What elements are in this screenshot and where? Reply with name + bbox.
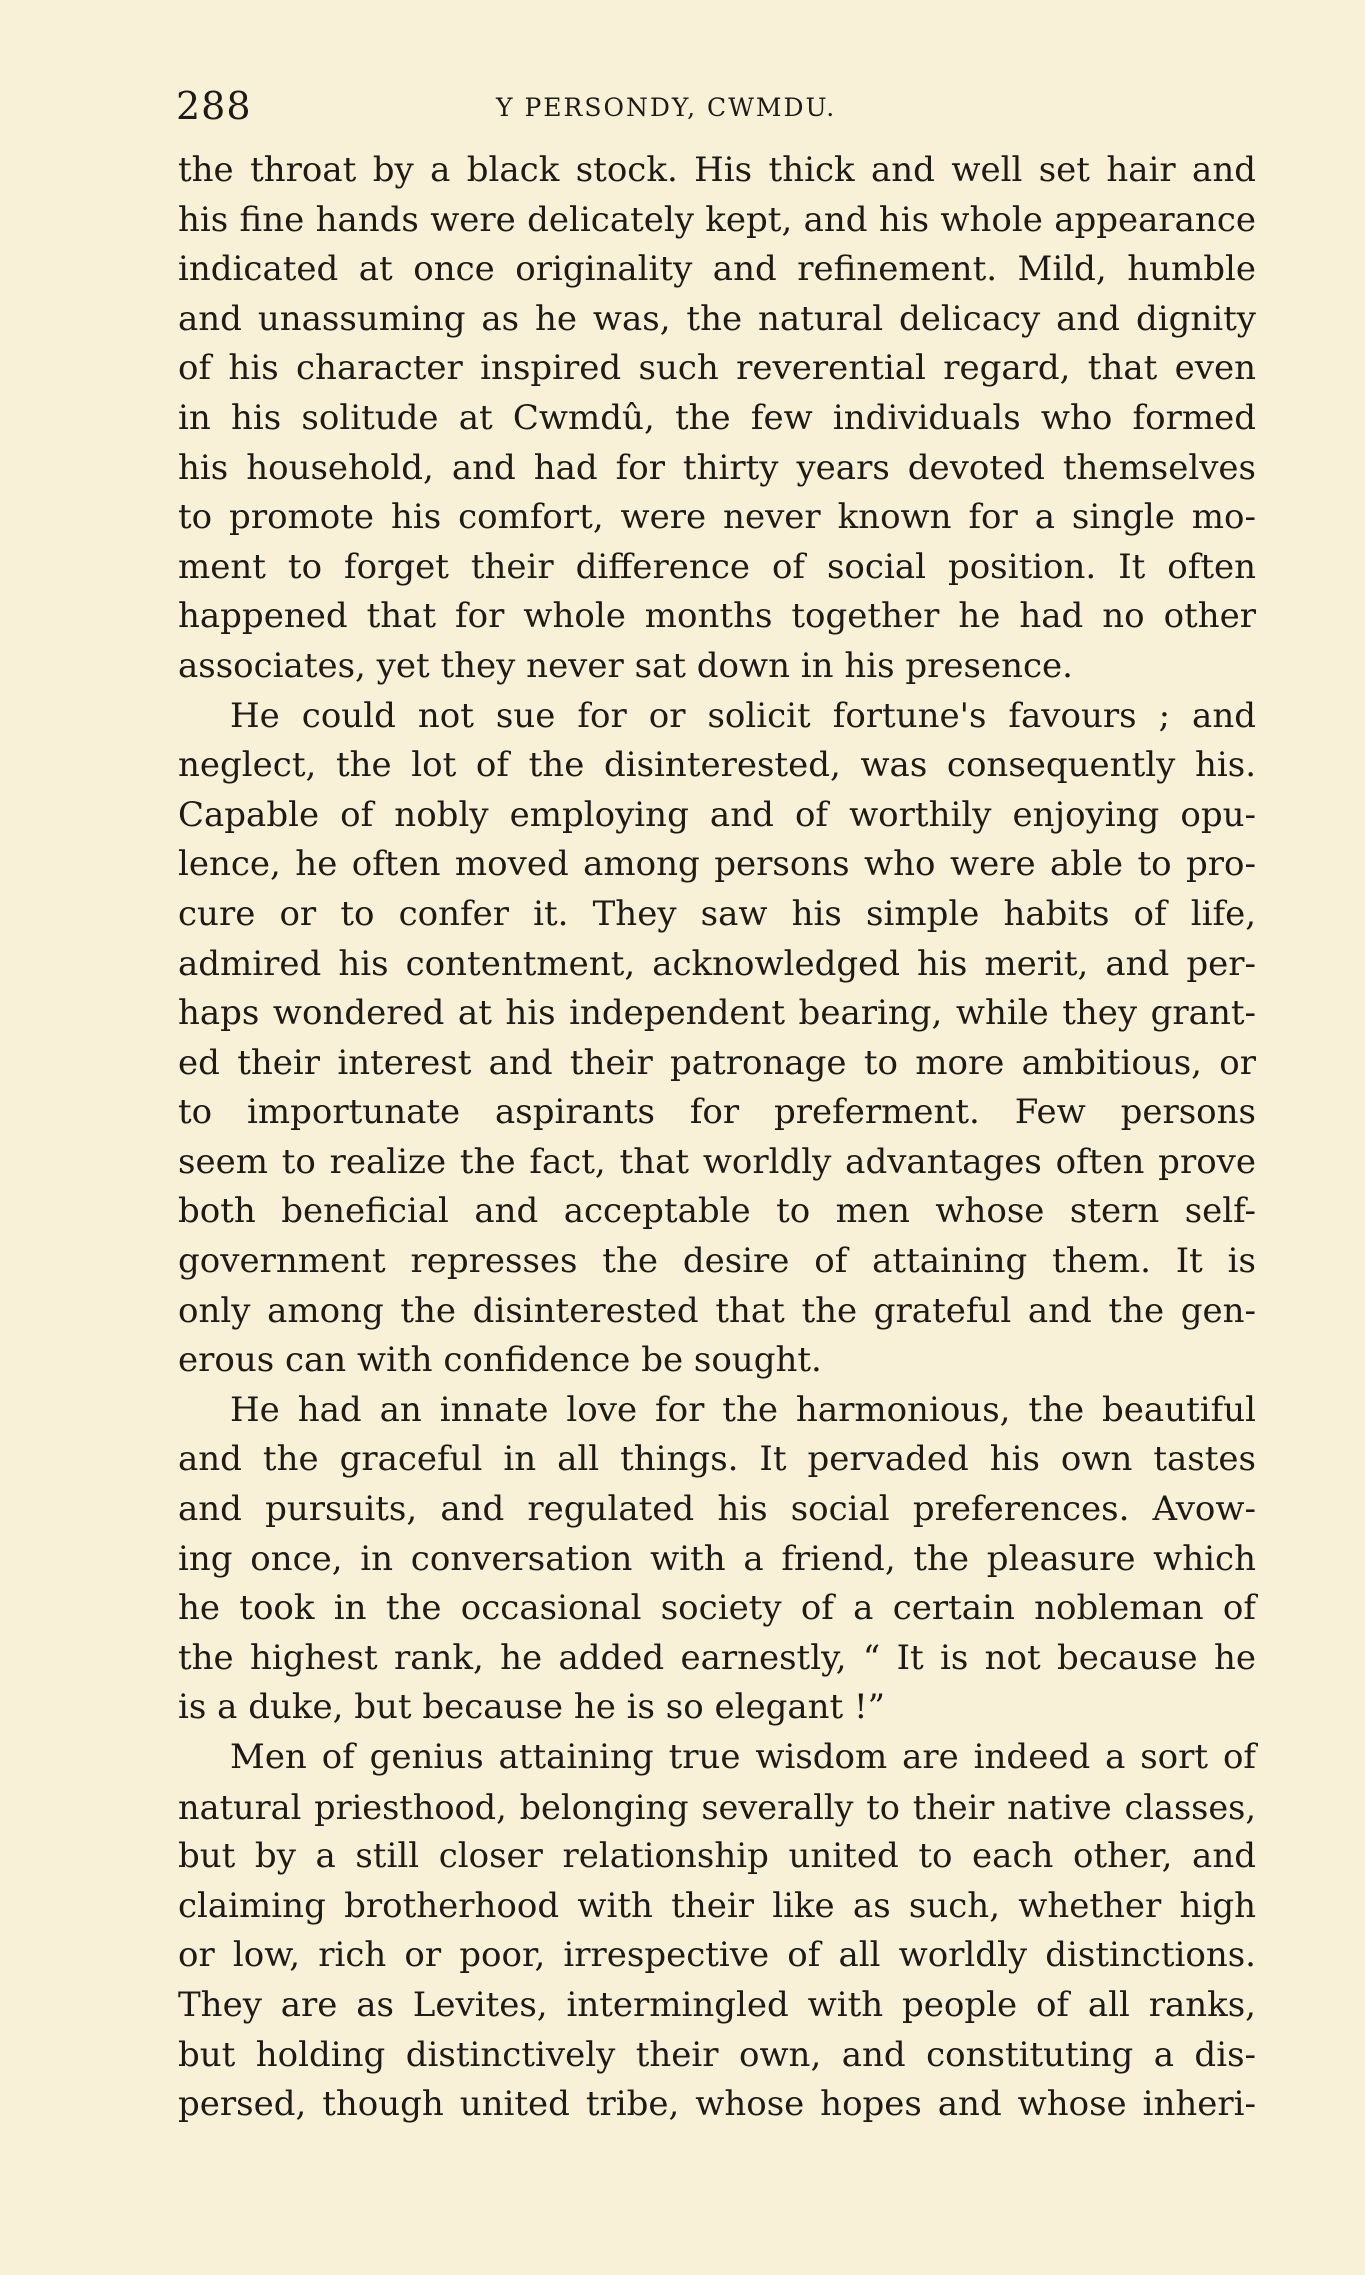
text-line: indicated at once originality and refinement. Mild, humble [178,249,1256,290]
text-line: but by a still closer relationship united to each other, and [178,1836,1256,1877]
text-line: but holding distinctively their own, and constituting a dis- [178,2034,1256,2075]
text-line: the throat by a black stock. His thick and well set hair and [178,150,1256,190]
text-line: or low, rich or poor, irrespective of all worldly distinctions. [178,1935,1256,1976]
running-head [176,84,1256,134]
text-line: he took in the occasional society of a certain nobleman of [178,1588,1256,1629]
text-line: to importunate aspirants for preferment. Few persons [178,1092,1256,1133]
text-line: happened that for whole months together he had no other [178,596,1256,637]
text-line: He could not sue for or solicit fortune's favours ; and [230,695,1256,736]
text-line: seem to realize the fact, that worldly advantages often prove [178,1141,1256,1182]
text-line: neglect, the lot of the disinterested, was consequently his. [178,745,1256,786]
text-line: lence, he often moved among persons who were able to pro- [178,844,1256,885]
text-line: ment to forget their difference of social position. It often [178,546,1256,587]
text-line: cure or to confer it. They saw his simple habits of life, [178,893,1256,934]
text-line: and pursuits, and regulated his social preferences. Avow- [178,1489,1256,1530]
running-title: Y PERSONDY, CWMDU. [496,93,837,122]
text-line: Men of genius attaining true wisdom are indeed a sort of [230,1737,1256,1777]
text-line: He had an innate love for the harmonious, the beautiful [230,1389,1256,1430]
text-line: admired his contentment, acknowledged his merit, and per- [178,943,1256,984]
body-text [178,146,1256,2130]
text-line: claiming brotherhood with their like as such, whether high [178,1885,1256,1926]
text-line: and unassuming as he was, the natural delicacy and dignity [178,298,1256,339]
text-line: associates, yet they never sat down in his presence. [178,645,1073,686]
text-line: his fine hands were delicately kept, and his whole appearance [178,199,1256,240]
text-line: both beneficial and acceptable to men whose stern self- [178,1191,1256,1232]
text-line: ing once, in conversation with a friend, the pleasure which [178,1538,1256,1579]
text-line: only among the disinterested that the grateful and the gen- [178,1290,1256,1331]
text-line: his household, and had for thirty years devoted themselves [178,447,1256,488]
text-line: and the graceful in all things. It pervaded his own tastes [178,1439,1256,1480]
text-line: erous can with confidence be sought. [178,1340,822,1381]
text-line: the highest rank, he added earnestly, “ It is not because he [178,1637,1256,1678]
text-line: is a duke, but because he is so elegant !” [178,1687,886,1728]
text-line: ed their interest and their patronage to more ambitious, or [178,1042,1256,1083]
text-line: Capable of nobly employing and of worthily enjoying opu- [178,794,1256,835]
text-line: of his character inspired such reverential regard, that even [178,348,1256,389]
text-line: haps wondered at his independent bearing, while they grant- [178,993,1256,1034]
text-line: in his solitude at Cwmdû, the few individuals who formed [178,397,1256,438]
text-line: They are as Levites, intermingled with people of all ranks, [178,1984,1256,2025]
text-line: persed, though united tribe, whose hopes and whose inheri- [178,2084,1256,2125]
text-line: government represses the desire of attaining them. It is [178,1241,1256,1282]
page-number: 288 [176,84,252,128]
text-line: natural priesthood, belonging severally to their native classes, [178,1787,1256,1827]
text-line: to promote his comfort, were never known for a single mo- [178,497,1256,538]
